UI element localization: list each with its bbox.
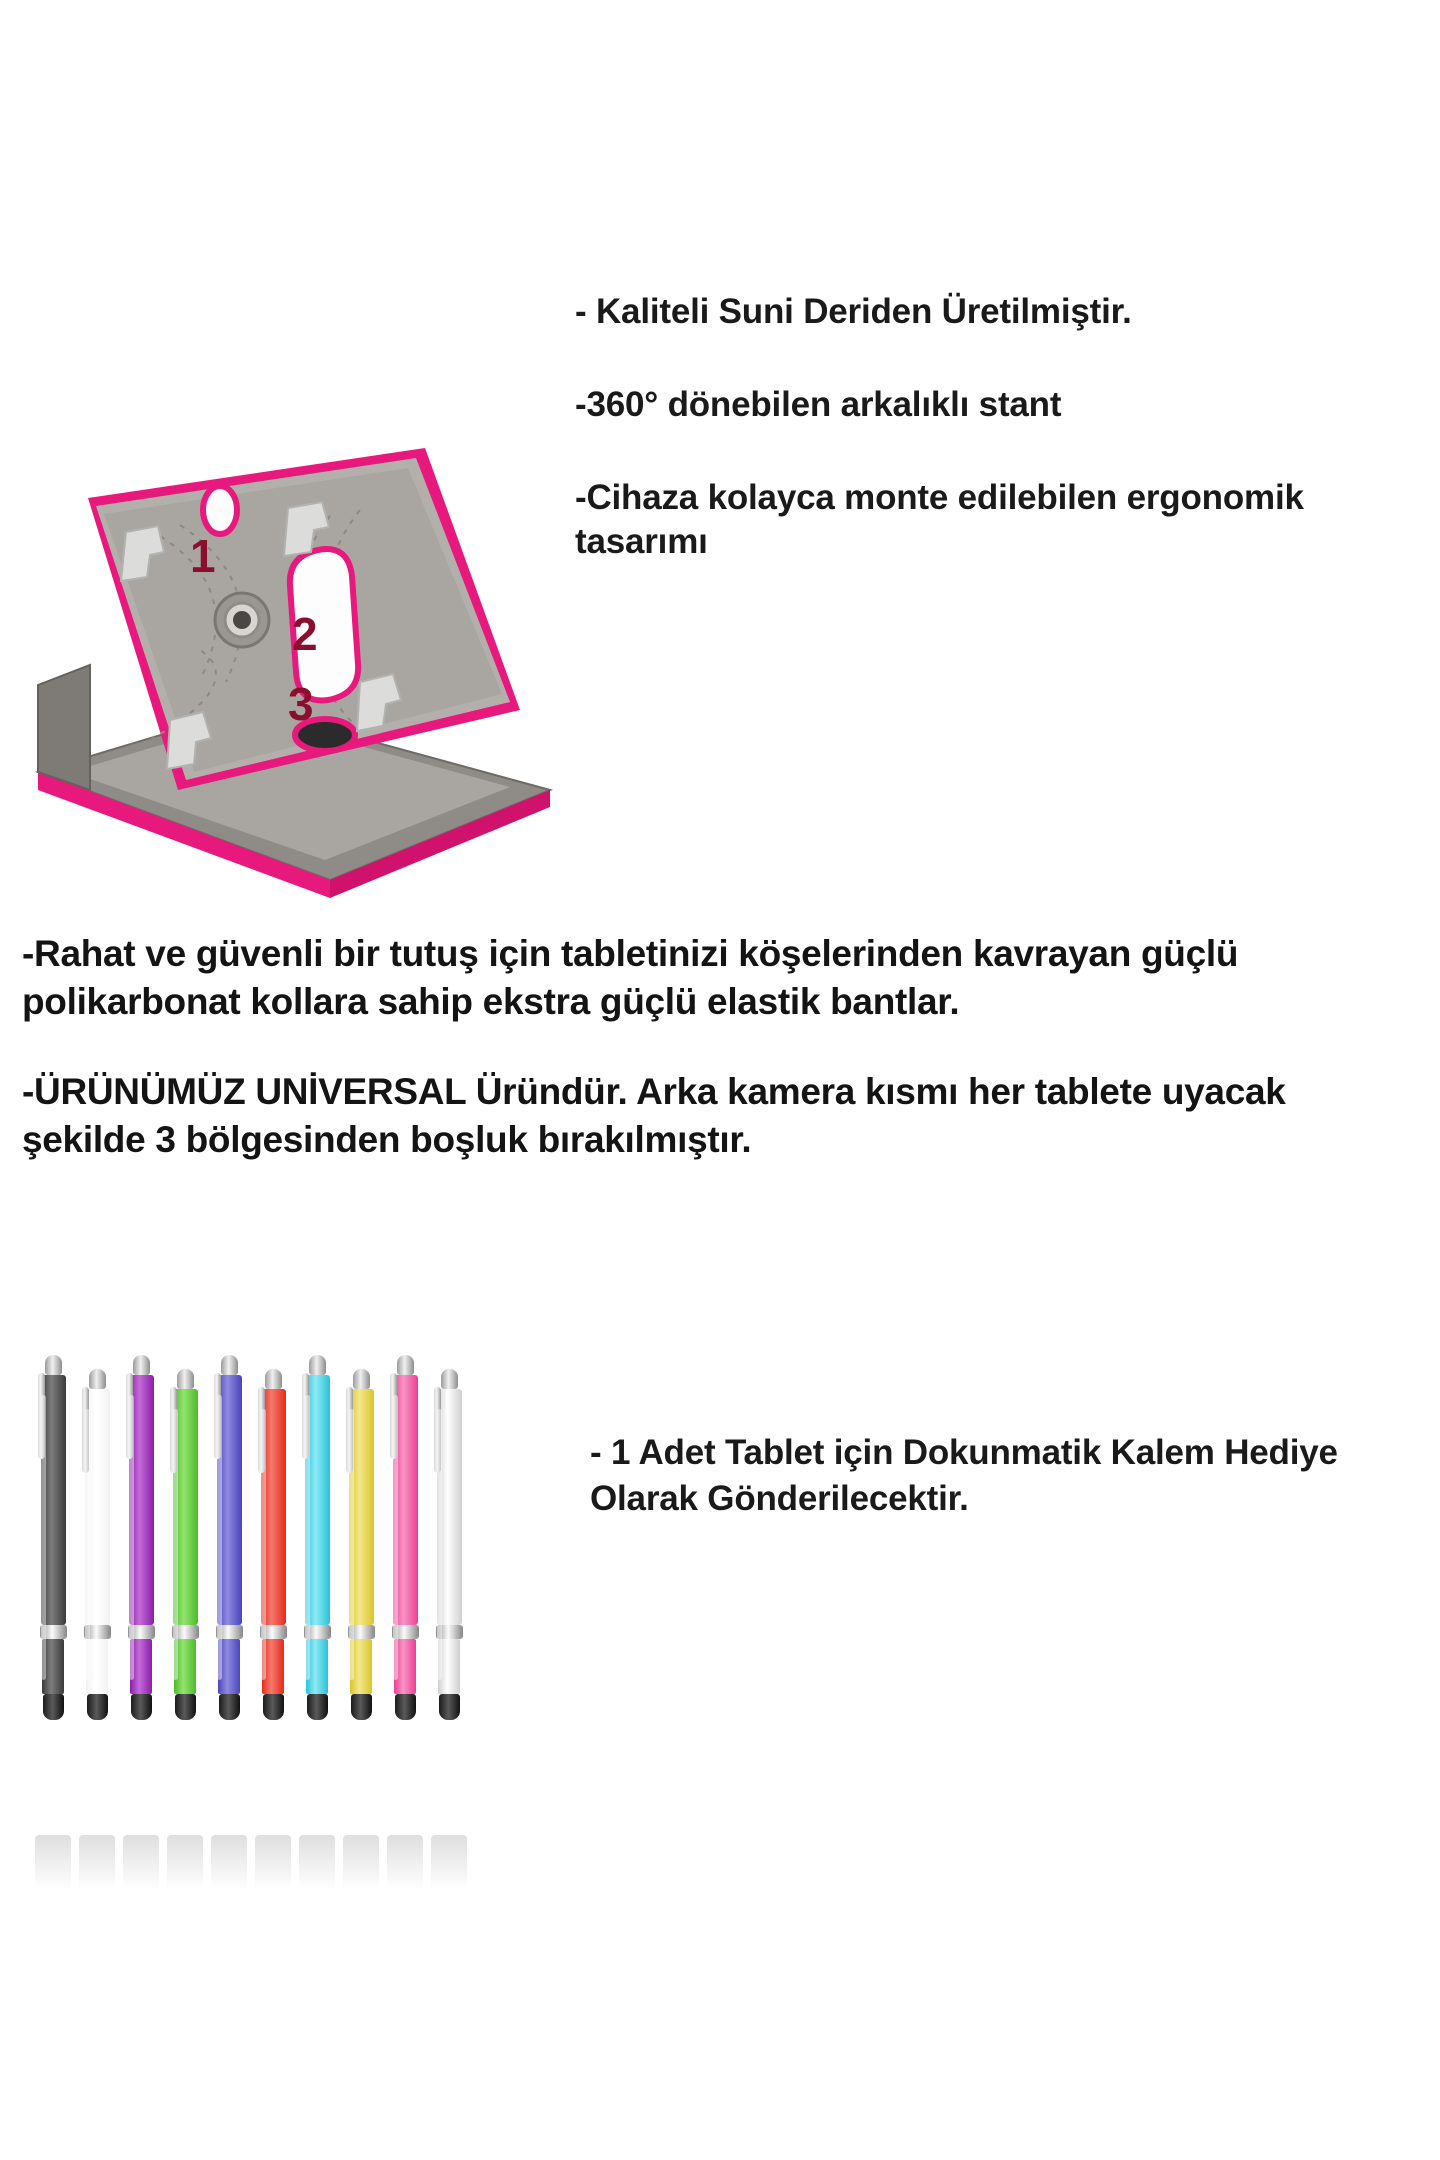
feature-item-2: -360° dönebilen arkalıklı stant: [575, 384, 1062, 424]
pen-cap: [397, 1355, 414, 1375]
stylus-pen-black: [35, 1355, 71, 1720]
pen-highlight: [393, 1395, 398, 1680]
feature-item-1: - Kaliteli Suni Deriden Üretilmiştir.: [575, 292, 1132, 331]
pen-tip: [439, 1694, 460, 1720]
feature-item-3: -Cihaza kolayca monte edilebilen ergonomik tasarımı: [575, 477, 1304, 562]
stylus-pen-blue-violet: [211, 1355, 247, 1720]
top-section: [0, 0, 1440, 930]
pen-highlight: [261, 1409, 266, 1680]
pen-shadow: [123, 1835, 159, 1890]
pen-shadow: [167, 1835, 203, 1890]
pen-tip: [351, 1694, 372, 1720]
pen-tip: [43, 1694, 64, 1720]
callout-1: 1: [190, 530, 216, 582]
callout-2: 2: [292, 608, 318, 660]
feature-list: [575, 290, 1395, 613]
pen-shadow: [79, 1835, 115, 1890]
stylus-pen-red: [255, 1369, 291, 1720]
pen-tip: [131, 1694, 152, 1720]
pen-cap: [89, 1369, 106, 1389]
stylus-pen-white: [79, 1369, 115, 1720]
pen-tip: [87, 1694, 108, 1720]
pen-highlight: [129, 1395, 134, 1680]
pen-cap: [177, 1369, 194, 1389]
pen-tip: [263, 1694, 284, 1720]
pen-highlight: [217, 1395, 222, 1680]
pen-tip: [307, 1694, 328, 1720]
pen-highlight: [41, 1395, 46, 1680]
stylus-pen-cyan: [299, 1355, 335, 1720]
pen-tip: [175, 1694, 196, 1720]
pen-highlight: [173, 1409, 178, 1680]
gift-section: [0, 1330, 1440, 1950]
pen-shadow: [211, 1835, 247, 1890]
stylus-pen-reflection: [35, 1835, 595, 1895]
stylus-pen-green: [167, 1369, 203, 1720]
stylus-pen-pink: [387, 1355, 423, 1720]
pen-highlight: [349, 1409, 354, 1680]
stylus-pen-row: [35, 1355, 595, 1835]
pen-highlight: [305, 1395, 310, 1680]
pen-shadow: [255, 1835, 291, 1890]
pen-shadow: [299, 1835, 335, 1890]
paragraph-elastic-bands: -Rahat ve güvenli bir tutuş için tabletinizi köşelerinden kavrayan güçlü polikarbonat kollara sahip ekstra güçlü elastik bantlar.: [22, 933, 1239, 1023]
gift-note: - 1 Adet Tablet için Dokunmatik Kalem Hediye Olarak Gönderilecektir.: [590, 1433, 1338, 1518]
pen-cap: [133, 1355, 150, 1375]
pen-tip: [395, 1694, 416, 1720]
pen-cap: [45, 1355, 62, 1375]
pen-cap: [221, 1355, 238, 1375]
pen-cap: [309, 1355, 326, 1375]
pen-cap: [353, 1369, 370, 1389]
pen-tip: [219, 1694, 240, 1720]
pen-cap: [441, 1369, 458, 1389]
stylus-pen-purple: [123, 1355, 159, 1720]
description-paragraphs: [22, 930, 1402, 1206]
stylus-pen-silver: [431, 1369, 467, 1720]
pen-shadow: [343, 1835, 379, 1890]
pen-shadow: [387, 1835, 423, 1890]
stylus-pen-gold: [343, 1369, 379, 1720]
callout-3: 3: [288, 678, 314, 730]
pen-cap: [265, 1369, 282, 1389]
pen-shadow: [35, 1835, 71, 1890]
paragraph-universal: -ÜRÜNÜMÜZ UNİVERSAL Üründür. Arka kamera kısmı her tablete uyacak şekilde 3 bölgesinden boşluk bırakılmıştır.: [22, 1071, 1286, 1161]
pen-highlight: [437, 1409, 442, 1680]
pen-shadow: [431, 1835, 467, 1890]
pen-highlight: [85, 1409, 90, 1680]
